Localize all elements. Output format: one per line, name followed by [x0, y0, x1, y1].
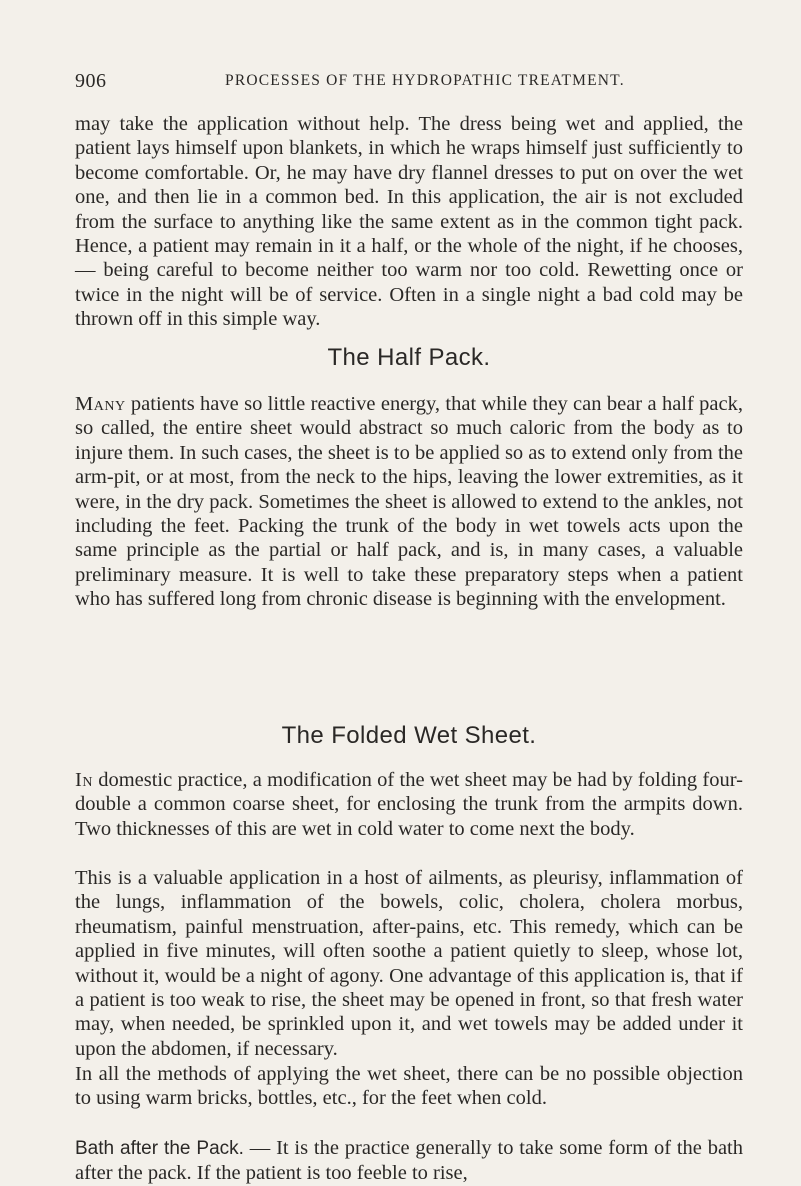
page-header — [75, 70, 745, 94]
bath-paragraph — [75, 1136, 743, 1186]
half-pack-paragraph — [75, 392, 743, 612]
folded-sheet-paragraph-3: In all the methods of applying the wet sheet, there can be no possible objection to using warm bricks, bottles, etc., for the feet when cold. — [75, 1063, 743, 1110]
folded-sheet-paragraph-2: This is a valuable application in a host of ailments, as pleurisy, inflammation of the lungs, inflammation of the bowels, colic, cholera, cholera morbus, rheumatism, painful menstruation, after-pains, etc. This remedy, which can be applied in five minutes, will often soothe a patient quietly to sleep, whose lot, without it, would be a night of agony. One advantage of this application is, that if a patient is too weak to rise, the sheet may be opened in front, so that fresh water may, when needed, be sprinkled upon it, and wet towels may be added under it upon the abdomen, if necessary. — [75, 867, 743, 1060]
half-pack-lead-word: Many — [75, 393, 126, 415]
bath-run-in-heading: Bath after the Pack. — [75, 1138, 244, 1159]
page-number: 906 — [75, 70, 107, 92]
bath-text: — It is the practice generally to take some form of the bath after the pack. If the patient is too feeble to rise, — [75, 1137, 743, 1185]
folded-sheet-heading: The Folded Wet Sheet. — [281, 722, 537, 749]
folded-sheet-text-1: domestic practice, a modification of the wet sheet may be had by folding four-double a common coarse sheet, for enclosing the trunk from the armpits down. Two thicknesses of this are wet in cold water to come next the body. — [75, 769, 743, 840]
half-pack-text: patients have so little reactive energy, that while they can bear a half pack, so called, the entire sheet would abstract so much caloric from the body as to injure them. In such cases, the sheet is to be applied so as to extend only from the arm-pit, or at most, from the neck to the hips, leaving the lower extremities, as it were, in the dry pack. Sometimes the sheet is allowed to extend to the ankles, not including the feet. Packing the trunk of the body in wet towels acts upon the same principle as the partial or half pack, and is, in many cases, a valuable preliminary measure. It is well to take these preparatory steps when a patient who has suffered long from chronic disease is beginning with the envelopment. — [75, 393, 743, 611]
intro-paragraph: may take the application without help. The dress being wet and applied, the patient lays himself upon blankets, in which he wraps himself just sufficiently to become comfortable. Or, he may have dry flannel dresses to put on over the wet one, and then lie in a common bed. In this application, the air is not excluded from the surface to anything like the same extent as in the common tight pack. Hence, a patient may remain in it a half, or the whole of the night, if he chooses, — being careful to become neither too warm nor too cold. Rewetting once or twice in the night will be of service. Often in a single night a bad cold may be thrown off in this simple way. — [75, 113, 743, 331]
running-head: PROCESSES OF THE HYDROPATHIC TREATMENT. — [225, 72, 625, 89]
folded-sheet-lead-word: In — [75, 769, 93, 791]
folded-sheet-paragraph-1 — [75, 768, 743, 841]
half-pack-heading: The Half Pack. — [327, 344, 491, 371]
